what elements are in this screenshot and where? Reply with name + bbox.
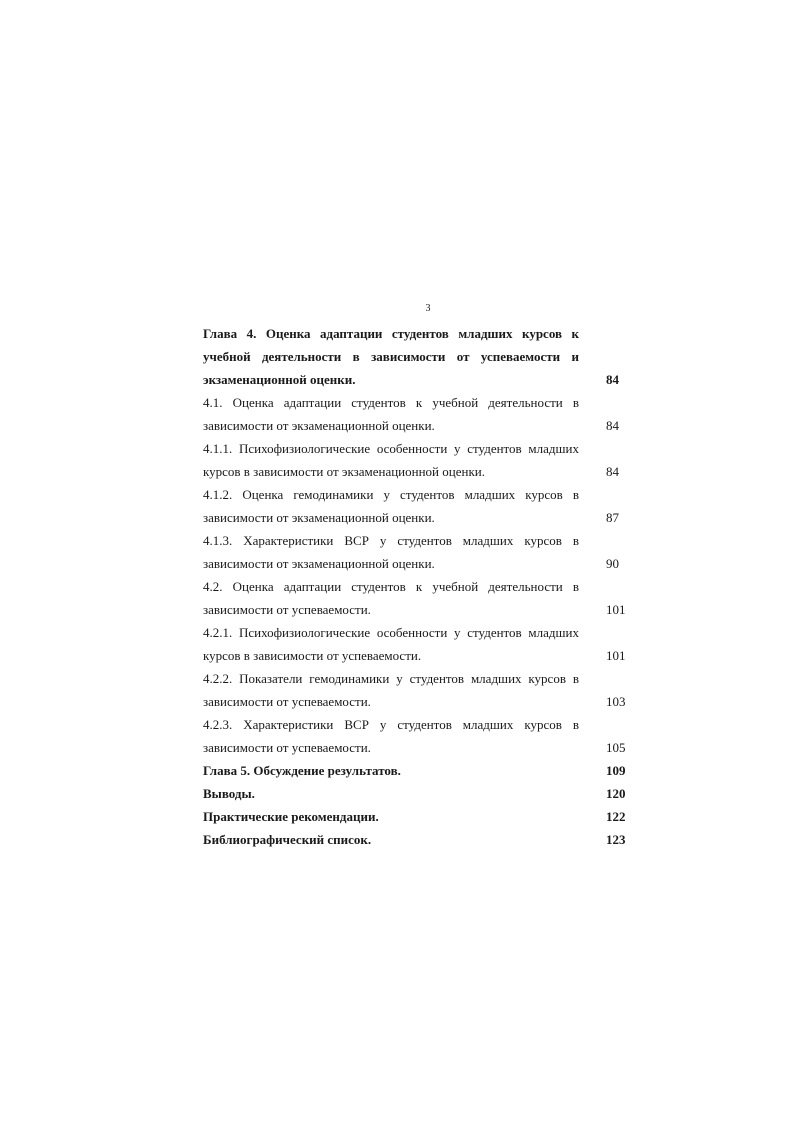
toc-entry-bibliography — [203, 828, 628, 851]
toc-entry-s4-1-3 — [203, 529, 628, 575]
toc-entry-recommendations — [203, 805, 628, 828]
toc-page-number: 87 — [606, 510, 619, 525]
toc-entry-line: 4.1. Оценка адаптации студентов к учебной деятельности в — [203, 395, 579, 410]
toc-entry-line: зависимости от успеваемости. — [203, 694, 371, 709]
toc-page-number: 122 — [606, 809, 626, 824]
toc-entry-line: зависимости от экзаменационной оценки. — [203, 556, 435, 571]
toc-entry-line: 4.1.1. Психофизиологические особенности у студентов младших — [203, 441, 579, 456]
page-number: 3 — [425, 303, 431, 314]
toc-entry-line: Глава 5. Обсуждение результатов. — [203, 763, 401, 778]
toc-entry-line: курсов в зависимости от успеваемости. — [203, 648, 422, 663]
toc-entry-s4-2 — [203, 575, 628, 621]
table-of-contents — [203, 322, 628, 851]
toc-page-number: 101 — [606, 648, 626, 663]
toc-entry-s4-2-3 — [203, 713, 628, 759]
toc-page-number: 84 — [606, 372, 619, 387]
toc-entry-ch5 — [203, 759, 628, 782]
toc-entry-line: зависимости от успеваемости. — [203, 602, 371, 617]
toc-entry-s4-1-2 — [203, 483, 628, 529]
toc-page-number: 101 — [606, 602, 626, 617]
toc-entry-line: 4.2.3. Характеристики ВСР у студентов младших курсов в — [203, 717, 579, 732]
toc-entry-line: Выводы. — [203, 786, 255, 801]
toc-entry-line: экзаменационной оценки. — [203, 372, 356, 387]
toc-entry-line: 4.2.1. Психофизиологические особенности у студентов младших — [203, 625, 579, 640]
toc-entry-line: зависимости от экзаменационной оценки. — [203, 418, 435, 433]
toc-page-number: 120 — [606, 786, 626, 801]
toc-entry-line: курсов в зависимости от экзаменационной оценки. — [203, 464, 485, 479]
toc-entry-s4-2-1 — [203, 621, 628, 667]
toc-entry-line: учебной деятельности в зависимости от успеваемости и — [203, 349, 579, 364]
toc-entry-line: 4.1.3. Характеристики ВСР у студентов младших курсов в — [203, 533, 579, 548]
toc-entry-line: Глава 4. Оценка адаптации студентов младших курсов к — [203, 326, 579, 341]
toc-entry-line: 4.1.2. Оценка гемодинамики у студентов младших курсов в — [203, 487, 579, 502]
toc-page-number: 90 — [606, 556, 619, 571]
toc-page-number: 84 — [606, 464, 619, 479]
toc-entry-line: зависимости от успеваемости. — [203, 740, 371, 755]
toc-entry-conclusions — [203, 782, 628, 805]
toc-page-number: 103 — [606, 694, 626, 709]
toc-entry-line: 4.2.2. Показатели гемодинамики у студентов младших курсов в — [203, 671, 579, 686]
toc-page-number: 84 — [606, 418, 619, 433]
toc-page-number: 109 — [606, 763, 626, 778]
toc-entry-ch4 — [203, 322, 628, 391]
toc-entry-line: Библиографический список. — [203, 832, 372, 847]
toc-entry-s4-2-2 — [203, 667, 628, 713]
toc-page-number: 105 — [606, 740, 626, 755]
toc-entry-line: 4.2. Оценка адаптации студентов к учебной деятельности в — [203, 579, 579, 594]
toc-entry-line: Практические рекомендации. — [203, 809, 379, 824]
toc-entry-line: зависимости от экзаменационной оценки. — [203, 510, 435, 525]
toc-page-number: 123 — [606, 832, 626, 847]
toc-entry-s4-1 — [203, 391, 628, 437]
toc-entry-s4-1-1 — [203, 437, 628, 483]
